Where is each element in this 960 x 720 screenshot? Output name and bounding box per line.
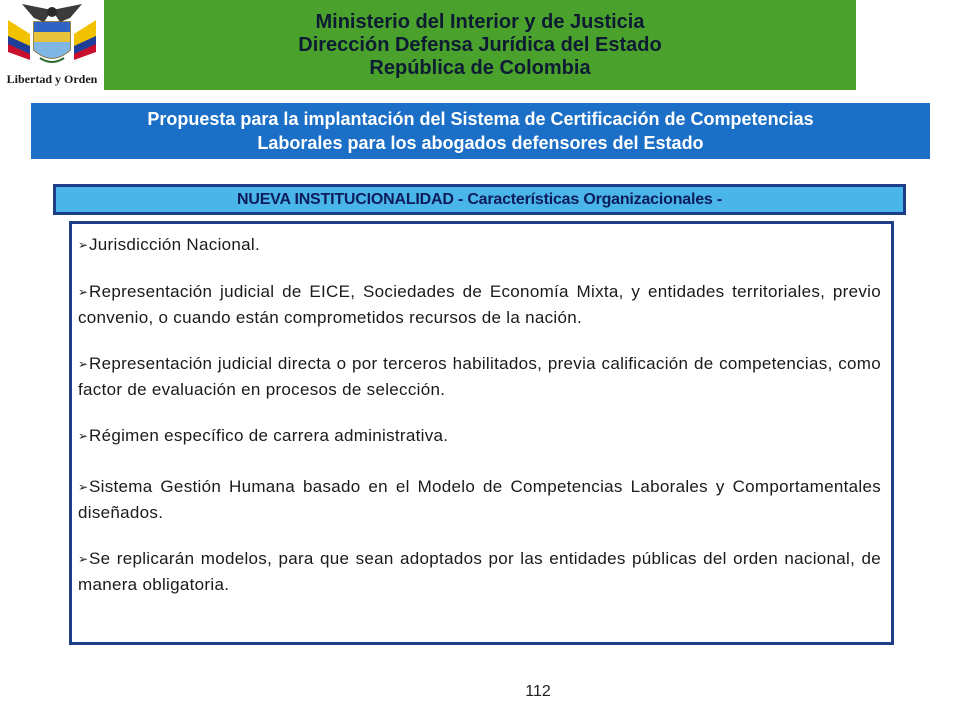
arrowhead-bullet-icon: ➢ bbox=[78, 285, 89, 299]
list-item-text: Jurisdicción Nacional. bbox=[89, 235, 261, 254]
coat-of-arms-logo bbox=[0, 0, 104, 98]
list-item-text: Régimen específico de carrera administrativa. bbox=[89, 426, 449, 445]
list-item bbox=[78, 232, 881, 258]
list-item bbox=[78, 279, 881, 330]
header-line-direction: Dirección Defensa Jurídica del Estado bbox=[298, 33, 662, 56]
proposal-title-line-2: Laborales para los abogados defensores del Estado bbox=[257, 133, 704, 153]
arrowhead-bullet-icon: ➢ bbox=[78, 552, 89, 566]
list-item bbox=[78, 351, 881, 402]
header-line-country: República de Colombia bbox=[369, 56, 591, 79]
page-number: 112 bbox=[525, 683, 551, 700]
arrowhead-bullet-icon: ➢ bbox=[78, 238, 89, 252]
proposal-title-line-1: Propuesta para la implantación del Sistema de Certificación de Competencias bbox=[147, 109, 814, 129]
list-item bbox=[78, 474, 881, 525]
coat-of-arms-icon bbox=[0, 0, 104, 74]
arrowhead-bullet-icon: ➢ bbox=[78, 480, 89, 494]
list-item-text: Se replicarán modelos, para que sean adoptados por las entidades públicas del orden nacional, de manera obligatoria. bbox=[78, 549, 881, 594]
list-item-text: Representación judicial de EICE, Sociedades de Economía Mixta, y entidades territoriales, previo convenio, o cuando están comprometidos recursos de la nación. bbox=[78, 282, 881, 327]
arrowhead-bullet-icon: ➢ bbox=[78, 357, 89, 371]
header-line-ministry: Ministerio del Interior y de Justicia bbox=[315, 10, 645, 33]
logo-motto: Libertad y Orden bbox=[6, 72, 98, 86]
list-item bbox=[78, 423, 881, 449]
section-subtitle: NUEVA INSTITUCIONALIDAD - Características Organizacionales - bbox=[53, 184, 906, 215]
list-item bbox=[78, 546, 881, 597]
ministry-header bbox=[104, 0, 856, 90]
list-item-text: Representación judicial directa o por terceros habilitados, previa calificación de competencias, como factor de evaluación en procesos de selección. bbox=[78, 354, 881, 399]
arrowhead-bullet-icon: ➢ bbox=[78, 429, 89, 443]
characteristics-list bbox=[69, 221, 894, 645]
proposal-title-banner bbox=[31, 103, 930, 159]
list-item-text: Sistema Gestión Humana basado en el Modelo de Competencias Laborales y Comportamentales diseñados. bbox=[78, 477, 881, 522]
